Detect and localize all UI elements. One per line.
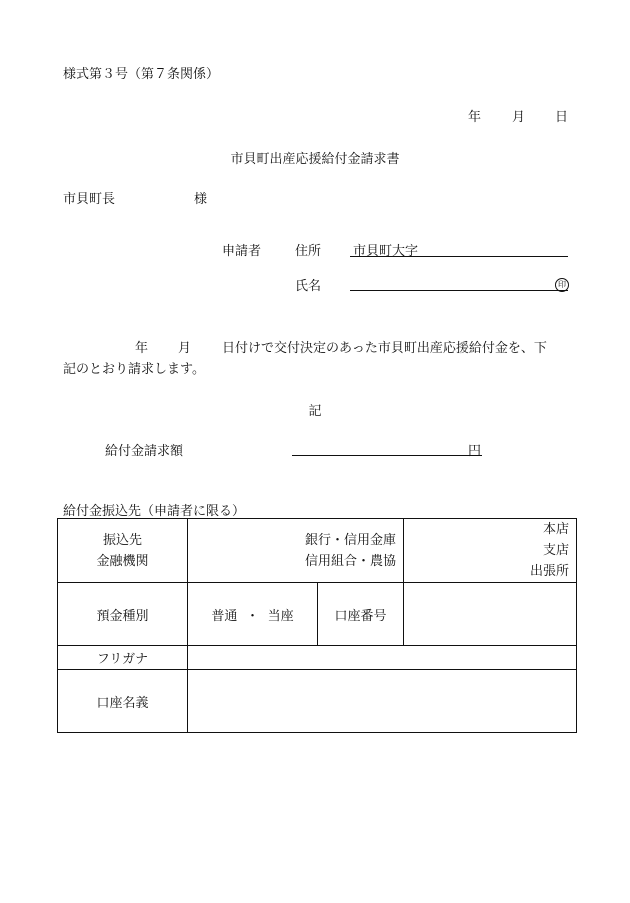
branch-main: 本店 [543,522,570,537]
deposit-type-current[interactable]: 当座 [267,608,294,624]
institution-label-2: 金融機関 [96,553,149,569]
body-year: 年 [135,341,149,356]
institution-types-2: 信用組合・農協 [305,553,397,569]
branch-office: 出張所 [530,564,570,579]
form-number: 様式第３号（第７条関係） [63,67,220,82]
address-underline [350,256,568,257]
body-month: 月 [178,341,192,356]
institution-type-cell[interactable] [188,519,404,583]
deposit-type-label: 預金種別 [58,583,188,646]
form-title: 市貝町出産応援給付金請求書 [230,152,400,167]
branch-cell[interactable] [404,519,577,583]
account-holder-field[interactable] [188,670,577,733]
institution-row [58,519,577,583]
furigana-row [58,646,577,670]
name-label: 氏名 [295,279,322,294]
name-underline [350,290,568,291]
institution-label-cell [58,519,188,583]
account-holder-label: 口座名義 [58,670,188,733]
amount-label: 給付金請求額 [105,444,184,459]
addressee-name: 市貝町長 [63,192,116,207]
account-number-field[interactable] [404,583,577,646]
address-label: 住所 [295,244,322,259]
bank-info-table [57,518,577,733]
addressee-honorific: 様 [194,192,208,207]
date-day-label: 日 [555,110,569,125]
institution-types-1: 銀行・信用金庫 [305,532,397,548]
furigana-label: フリガナ [58,646,188,670]
date-month-label: 月 [512,110,526,125]
institution-label-1: 振込先 [102,532,142,548]
body-line-2: 記のとおり請求します。 [63,362,205,377]
body-line-1: 日付けで交付決定のあった市貝町出産応援給付金を、下 [222,341,547,356]
applicant-label: 申請者 [222,244,262,259]
bank-section-heading: 給付金振込先（申請者に限る） [63,504,246,519]
deposit-type-ordinary[interactable]: 普通 [211,608,238,624]
furigana-field[interactable] [188,646,577,670]
deposit-type-options[interactable] [188,583,318,646]
deposit-type-separator: ・ [245,608,259,624]
seal-mark [555,276,569,292]
address-value: 市貝町大字 [353,244,419,259]
account-holder-row [58,670,577,733]
seal-icon: 印 [555,278,569,292]
branch-sub: 支店 [543,543,570,558]
ki-label: 記 [308,404,322,419]
account-number-label: 口座番号 [318,583,404,646]
amount-unit: 円 [468,444,482,459]
deposit-row [58,583,577,646]
date-year-label: 年 [468,110,482,125]
amount-underline [292,455,482,456]
